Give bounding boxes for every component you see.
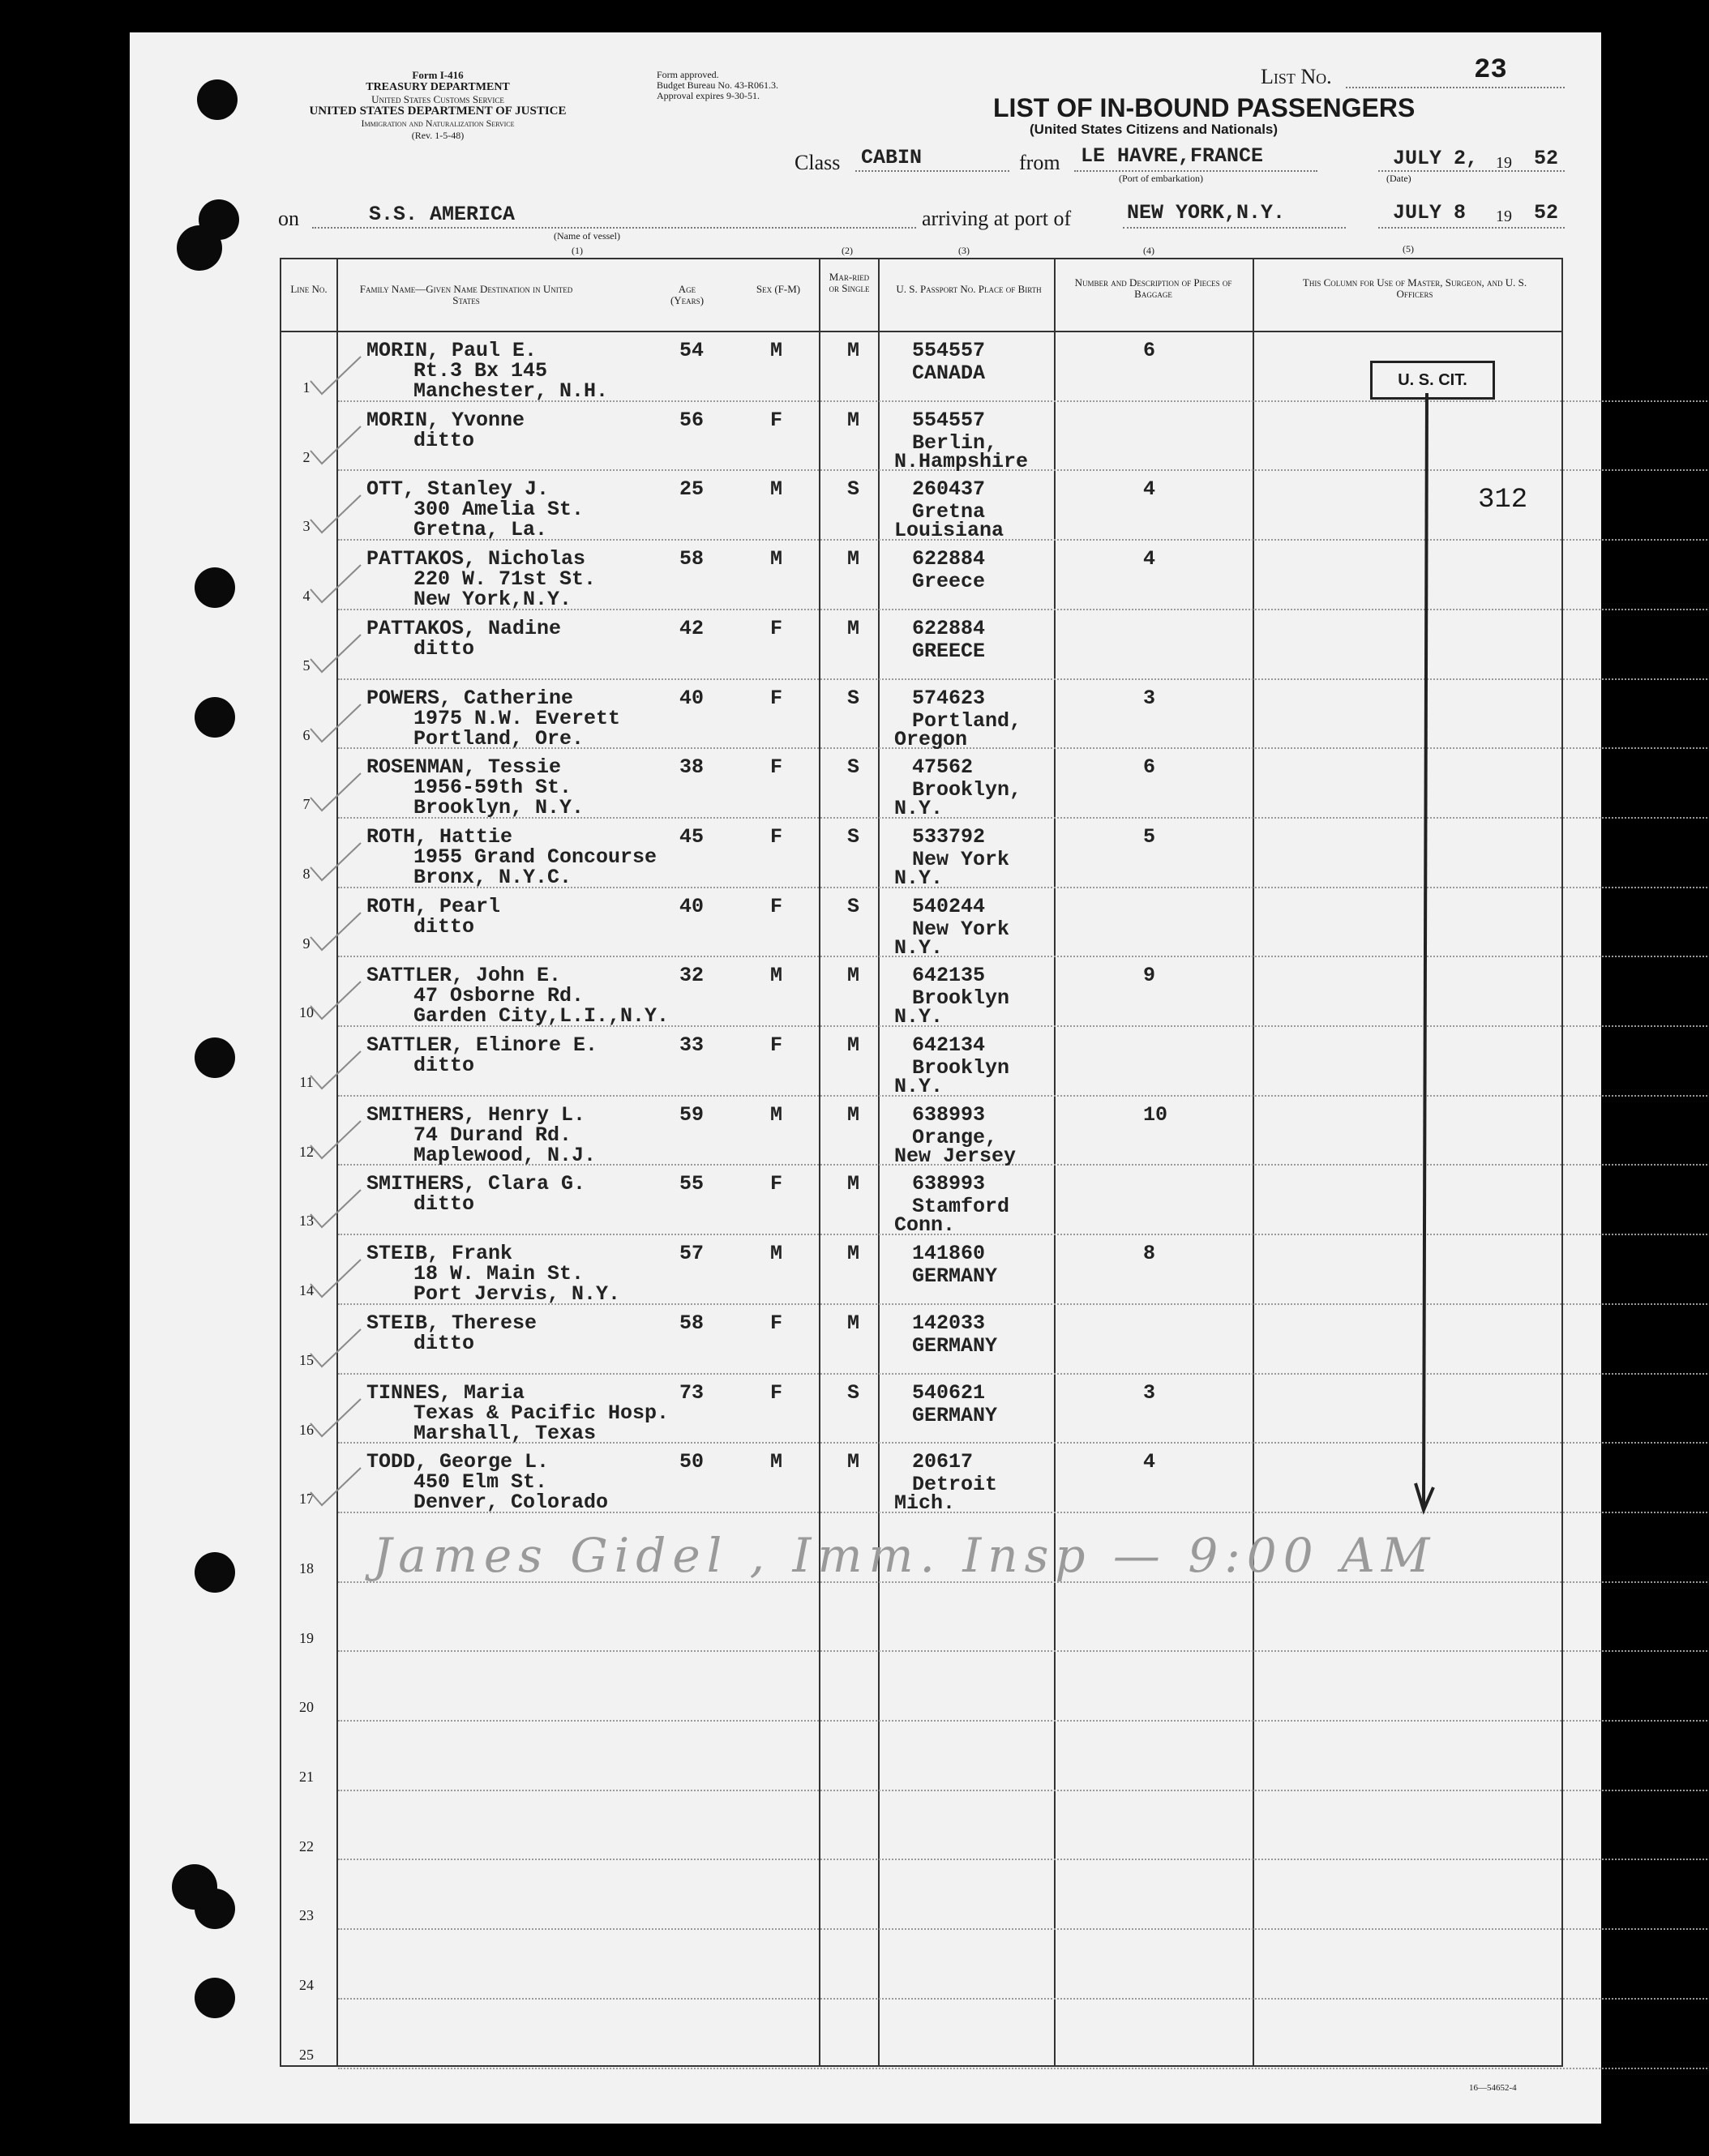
form-header <box>276 69 600 142</box>
passenger-name: SMITHERS, Clara G. <box>366 1172 586 1196</box>
check-mark-icon <box>304 978 369 1027</box>
passenger-sex: M <box>770 547 783 571</box>
line-number: 9 <box>302 935 311 952</box>
justice-dept: UNITED STATES DEPARTMENT OF JUSTICE <box>309 105 567 118</box>
binder-hole <box>177 225 222 271</box>
check-mark-icon <box>304 1256 369 1305</box>
passenger-address: Port Jervis, N.Y. <box>413 1282 621 1306</box>
check-mark-icon <box>304 1118 369 1166</box>
binder-hole <box>195 1552 235 1593</box>
footer-code: 16—54652-4 <box>1469 2083 1517 2093</box>
passenger-address: New York,N.Y. <box>413 588 572 611</box>
place-of-birth: N.Y. <box>894 1075 944 1098</box>
row-divider <box>338 1234 1709 1235</box>
check-mark-icon <box>304 1187 369 1235</box>
passenger-address: Texas & Pacific Hosp. <box>413 1401 670 1425</box>
passport-number: 574623 <box>912 687 986 710</box>
col-header-sex: Sex (F-M) <box>756 283 801 295</box>
place-of-birth: N.Hampshire <box>894 450 1029 473</box>
line-number: 18 <box>299 1560 314 1576</box>
departure-date: JULY 2, <box>1393 147 1479 170</box>
col-header-name: Family Name—Given Name Destination in United States <box>359 283 573 306</box>
side-number: 312 <box>1478 485 1528 515</box>
baggage-count: 3 <box>1143 687 1156 710</box>
passport-number: 554557 <box>912 409 986 432</box>
row-divider <box>338 956 1709 957</box>
col-header-officers: This Column for Use of Master, Surgeon, and U. S. Officers <box>1302 276 1527 300</box>
passenger-name: ROTH, Hattie <box>366 825 513 849</box>
place-of-birth: N.Y. <box>894 866 944 890</box>
line-number: 6 <box>302 727 311 743</box>
binder-hole <box>197 79 238 120</box>
passenger-age: 56 <box>679 409 705 432</box>
passenger-age: 59 <box>679 1103 705 1127</box>
passenger-age: 40 <box>679 687 705 710</box>
passport-number: 47562 <box>912 755 974 779</box>
inspector-signature: James Gidel , Imm. Insp — 9:00 AM <box>373 1528 1437 1583</box>
row-divider <box>338 1373 1709 1375</box>
place-of-birth: CANADA <box>912 361 986 385</box>
passenger-name: PATTAKOS, Nadine <box>366 617 562 640</box>
binder-hole <box>195 1978 235 2018</box>
approval-block <box>657 70 778 101</box>
passport-number: 533792 <box>912 825 986 849</box>
check-mark-icon <box>304 423 369 472</box>
passenger-address: ditto <box>413 1332 475 1355</box>
column-index: (2) <box>842 245 853 256</box>
passenger-name: SATTLER, John E. <box>366 964 562 987</box>
arrival-date: JULY 8 <box>1393 201 1467 225</box>
passenger-sex: F <box>770 687 783 710</box>
year-prefix: 19 <box>1496 154 1512 172</box>
customs-service: United States Customs Service <box>371 93 504 105</box>
list-number: 23 <box>1474 55 1507 86</box>
passenger-name: SMITHERS, Henry L. <box>366 1103 586 1127</box>
place-of-birth: Orange, <box>912 1126 998 1149</box>
date-caption: (Date) <box>1386 173 1411 184</box>
passenger-name: TODD, George L. <box>366 1450 550 1474</box>
binder-hole <box>195 1889 235 1929</box>
line-number: 24 <box>299 1977 314 1993</box>
line-number: 7 <box>302 796 311 812</box>
check-mark-icon <box>304 631 369 680</box>
passenger-address: ditto <box>413 429 475 452</box>
list-no-label: List No. <box>1261 65 1332 88</box>
port-caption: (Port of embarkation) <box>1119 173 1203 184</box>
passenger-name: TINNES, Maria <box>366 1381 525 1405</box>
line-number: 10 <box>299 1004 314 1020</box>
marital-status: M <box>847 547 860 571</box>
line-number: 1 <box>302 379 311 396</box>
row-divider <box>338 1790 1709 1791</box>
passenger-name: STEIB, Frank <box>366 1242 513 1265</box>
passport-number: 20617 <box>912 1450 974 1474</box>
passenger-address: Manchester, N.H. <box>413 379 609 403</box>
passport-number: 260437 <box>912 477 986 501</box>
line-number: 14 <box>299 1282 314 1298</box>
place-of-birth: Brooklyn <box>912 1056 1010 1080</box>
line-number: 5 <box>302 657 311 674</box>
marital-status: M <box>847 1311 860 1335</box>
place-of-birth: New York <box>912 848 1010 871</box>
year-prefix: 19 <box>1496 207 1512 225</box>
marital-status: S <box>847 895 860 918</box>
passport-number: 622884 <box>912 617 986 640</box>
column-index: (1) <box>572 245 583 256</box>
passenger-sex: F <box>770 1033 783 1057</box>
place-of-birth: Oregon <box>894 728 968 751</box>
approval-line: Form approved. <box>657 69 719 80</box>
header-divider <box>280 331 1563 332</box>
binder-hole <box>195 1037 235 1078</box>
rule <box>855 170 1009 172</box>
column-index: (3) <box>958 245 970 256</box>
place-of-birth: GERMANY <box>912 1264 998 1288</box>
baggage-count: 10 <box>1143 1103 1168 1127</box>
marital-status: M <box>847 1242 860 1265</box>
row-divider <box>338 2068 1709 2069</box>
passenger-address: 450 Elm St. <box>413 1470 548 1494</box>
line-number: 3 <box>302 518 311 534</box>
place-of-birth: New York <box>912 918 1010 941</box>
passenger-address: 1956-59th St. <box>413 776 572 799</box>
line-number: 15 <box>299 1352 314 1368</box>
line-number: 11 <box>299 1074 314 1090</box>
passenger-sex: F <box>770 617 783 640</box>
line-number: 8 <box>302 866 311 882</box>
passenger-sex: M <box>770 477 783 501</box>
passenger-address: Brooklyn, N.Y. <box>413 796 585 819</box>
passenger-address: 18 W. Main St. <box>413 1262 585 1285</box>
arrival-year: 52 <box>1534 201 1559 225</box>
passenger-address: 47 Osborne Rd. <box>413 984 585 1007</box>
marital-status: S <box>847 1381 860 1405</box>
place-of-birth: N.Y. <box>894 797 944 820</box>
check-mark-icon <box>304 701 369 750</box>
marital-status: M <box>847 1103 860 1127</box>
column-divider <box>1253 258 1254 2067</box>
passenger-age: 32 <box>679 964 705 987</box>
marital-status: S <box>847 477 860 501</box>
rule <box>1346 87 1565 88</box>
col-header-baggage: Number and Description of Pieces of Baggage <box>1074 276 1232 300</box>
line-number: 16 <box>299 1422 314 1438</box>
passenger-sex: M <box>770 964 783 987</box>
passenger-address: 300 Amelia St. <box>413 498 585 521</box>
place-of-birth: Portland, <box>912 709 1022 733</box>
check-mark-icon <box>304 1465 369 1513</box>
class-label: Class <box>795 151 841 174</box>
passenger-age: 73 <box>679 1381 705 1405</box>
passport-number: 642135 <box>912 964 986 987</box>
marital-status: M <box>847 409 860 432</box>
passenger-address: 1975 N.W. Everett <box>413 707 621 730</box>
line-number: 13 <box>299 1213 314 1229</box>
column-index: (5) <box>1403 243 1414 255</box>
passenger-age: 58 <box>679 547 705 571</box>
line-number: 2 <box>302 449 311 465</box>
line-number: 23 <box>299 1907 314 1923</box>
line-number: 25 <box>299 2047 314 2063</box>
arrival-port: NEW YORK,N.Y. <box>1127 201 1286 225</box>
passenger-age: 54 <box>679 339 705 362</box>
passenger-age: 55 <box>679 1172 705 1196</box>
place-of-birth: Stamford <box>912 1195 1010 1218</box>
ins-service: Immigration and Naturalization Service <box>361 118 515 129</box>
passport-number: 554557 <box>912 339 986 362</box>
passenger-name: MORIN, Paul E. <box>366 339 538 362</box>
passport-number: 540244 <box>912 895 986 918</box>
passport-number: 141860 <box>912 1242 986 1265</box>
approval-line: Budget Bureau No. 43-R061.3. <box>657 79 778 91</box>
line-number: 19 <box>299 1630 314 1646</box>
vessel-caption: (Name of vessel) <box>554 230 620 242</box>
page-title: LIST OF IN-BOUND PASSENGERS <box>993 93 1416 122</box>
line-number: 12 <box>299 1144 314 1160</box>
place-of-birth: GERMANY <box>912 1404 998 1427</box>
place-of-birth: Brooklyn, <box>912 778 1022 802</box>
citizen-stamp: U. S. CIT. <box>1370 361 1495 400</box>
line-number: 4 <box>302 588 311 604</box>
baggage-count: 3 <box>1143 1381 1156 1405</box>
place-of-birth: New Jersey <box>894 1144 1017 1168</box>
check-mark-icon <box>304 840 369 888</box>
from-label: from <box>1019 151 1060 174</box>
passenger-address: Rt.3 Bx 145 <box>413 359 548 383</box>
passenger-address: Maplewood, N.J. <box>413 1144 597 1167</box>
passenger-age: 25 <box>679 477 705 501</box>
passenger-sex: M <box>770 339 783 362</box>
passenger-address: Garden City,L.I.,N.Y. <box>413 1004 670 1028</box>
rule <box>312 227 916 229</box>
passport-number: 638993 <box>912 1172 986 1196</box>
marital-status: S <box>847 755 860 779</box>
baggage-count: 6 <box>1143 755 1156 779</box>
passenger-address: 1955 Grand Concourse <box>413 845 657 869</box>
passenger-age: 50 <box>679 1450 705 1474</box>
marital-status: M <box>847 964 860 987</box>
row-divider <box>338 1720 1709 1722</box>
marital-status: S <box>847 687 860 710</box>
place-of-birth: N.Y. <box>894 936 944 960</box>
passenger-age: 40 <box>679 895 705 918</box>
passenger-address: 74 Durand Rd. <box>413 1123 572 1147</box>
baggage-count: 9 <box>1143 964 1156 987</box>
place-of-birth: Berlin, <box>912 431 998 455</box>
passenger-sex: F <box>770 755 783 779</box>
check-mark-icon <box>304 562 369 610</box>
check-mark-icon <box>304 909 369 958</box>
passenger-address: Portland, Ore. <box>413 727 585 751</box>
passenger-address: ditto <box>413 1054 475 1077</box>
column-index: (4) <box>1143 245 1154 256</box>
col-header-age: Age (Years) <box>670 283 705 306</box>
binder-hole <box>195 697 235 738</box>
passenger-sex: F <box>770 409 783 432</box>
passenger-sex: F <box>770 1381 783 1405</box>
passport-number: 622884 <box>912 547 986 571</box>
passenger-sex: M <box>770 1450 783 1474</box>
passenger-age: 58 <box>679 1311 705 1335</box>
passenger-sex: F <box>770 1172 783 1196</box>
passenger-age: 57 <box>679 1242 705 1265</box>
passenger-name: STEIB, Therese <box>366 1311 538 1335</box>
passenger-age: 42 <box>679 617 705 640</box>
baggage-count: 5 <box>1143 825 1156 849</box>
passenger-address: Denver, Colorado <box>413 1491 609 1514</box>
baggage-count: 4 <box>1143 547 1156 571</box>
passenger-address: Bronx, N.Y.C. <box>413 866 572 889</box>
rule <box>1123 227 1346 229</box>
marital-status: M <box>847 1450 860 1474</box>
passenger-sex: F <box>770 895 783 918</box>
port-of-embarkation: LE HAVRE,FRANCE <box>1081 144 1264 168</box>
form-number: Form I-416 <box>412 69 464 81</box>
place-of-birth: GREECE <box>912 640 986 663</box>
col-header-passport: U. S. Passport No. Place of Birth <box>896 283 1042 295</box>
passenger-name: ROTH, Pearl <box>366 895 501 918</box>
place-of-birth: Louisiana <box>894 519 1004 542</box>
passenger-sex: M <box>770 1103 783 1127</box>
row-divider <box>338 1650 1709 1652</box>
row-divider <box>338 1095 1709 1097</box>
column-divider <box>878 258 880 2067</box>
passenger-sex: M <box>770 1242 783 1265</box>
passenger-age: 33 <box>679 1033 705 1057</box>
column-divider <box>819 258 820 2067</box>
passenger-name: MORIN, Yvonne <box>366 409 525 432</box>
line-number: 20 <box>299 1699 314 1715</box>
arrow-down-icon <box>1411 393 1443 1524</box>
check-mark-icon <box>304 1048 369 1097</box>
baggage-count: 6 <box>1143 339 1156 362</box>
row-divider <box>338 1998 1709 2000</box>
line-number: 21 <box>299 1769 314 1785</box>
passport-number: 642134 <box>912 1033 986 1057</box>
passenger-name: OTT, Stanley J. <box>366 477 550 501</box>
column-divider <box>1054 258 1056 2067</box>
marital-status: M <box>847 339 860 362</box>
form-revision: (Rev. 1-5-48) <box>411 130 465 141</box>
line-number: 22 <box>299 1838 314 1854</box>
passenger-sex: F <box>770 825 783 849</box>
page-subtitle: (United States Citizens and Nationals) <box>1030 122 1279 137</box>
baggage-count: 4 <box>1143 1450 1156 1474</box>
place-of-birth: GERMANY <box>912 1334 998 1358</box>
check-mark-icon <box>304 1326 369 1375</box>
place-of-birth: N.Y. <box>894 1005 944 1029</box>
passenger-name: SATTLER, Elinore E. <box>366 1033 598 1057</box>
passenger-name: ROSENMAN, Tessie <box>366 755 562 779</box>
passport-number: 142033 <box>912 1311 986 1335</box>
rule <box>1378 170 1565 172</box>
marital-status: M <box>847 617 860 640</box>
passenger-address: ditto <box>413 915 475 939</box>
passenger-age: 38 <box>679 755 705 779</box>
rule <box>1378 227 1565 229</box>
check-mark-icon <box>304 492 369 541</box>
place-of-birth: Conn. <box>894 1213 956 1237</box>
check-mark-icon <box>304 770 369 819</box>
class-value: CABIN <box>861 146 923 169</box>
line-number: 17 <box>299 1491 314 1507</box>
check-mark-icon <box>304 353 369 402</box>
passport-number: 540621 <box>912 1381 986 1405</box>
passenger-address: ditto <box>413 637 475 661</box>
binder-hole <box>195 567 235 608</box>
marital-status: M <box>847 1033 860 1057</box>
place-of-birth: Brooklyn <box>912 986 1010 1010</box>
col-header-married: Mar-ried or Single <box>829 271 870 294</box>
departure-year: 52 <box>1534 147 1559 170</box>
row-divider <box>338 1859 1709 1860</box>
baggage-count: 8 <box>1143 1242 1156 1265</box>
arriving-label: arriving at port of <box>922 207 1072 230</box>
approval-line: Approval expires 9-30-51. <box>657 90 760 101</box>
row-divider <box>338 678 1709 680</box>
row-divider <box>338 1928 1709 1930</box>
place-of-birth: Detroit <box>912 1473 998 1496</box>
passenger-age: 45 <box>679 825 705 849</box>
treasury-dept: TREASURY DEPARTMENT <box>366 81 510 93</box>
passenger-sex: F <box>770 1311 783 1335</box>
on-label: on <box>278 207 299 230</box>
place-of-birth: Mich. <box>894 1491 956 1515</box>
passenger-address: 220 W. 71st St. <box>413 567 597 591</box>
vessel-name: S.S. AMERICA <box>369 203 516 226</box>
marital-status: S <box>847 825 860 849</box>
check-mark-icon <box>304 1396 369 1444</box>
passport-number: 638993 <box>912 1103 986 1127</box>
col-header-line: Line No. <box>290 283 328 295</box>
rule <box>1074 170 1317 172</box>
passenger-name: PATTAKOS, Nicholas <box>366 547 586 571</box>
passenger-address: Marshall, Texas <box>413 1422 597 1445</box>
place-of-birth: Greece <box>912 570 986 593</box>
marital-status: M <box>847 1172 860 1196</box>
passenger-address: ditto <box>413 1192 475 1216</box>
passenger-address: Gretna, La. <box>413 518 548 541</box>
place-of-birth: Gretna <box>912 500 986 524</box>
baggage-count: 4 <box>1143 477 1156 501</box>
passenger-name: POWERS, Catherine <box>366 687 574 710</box>
